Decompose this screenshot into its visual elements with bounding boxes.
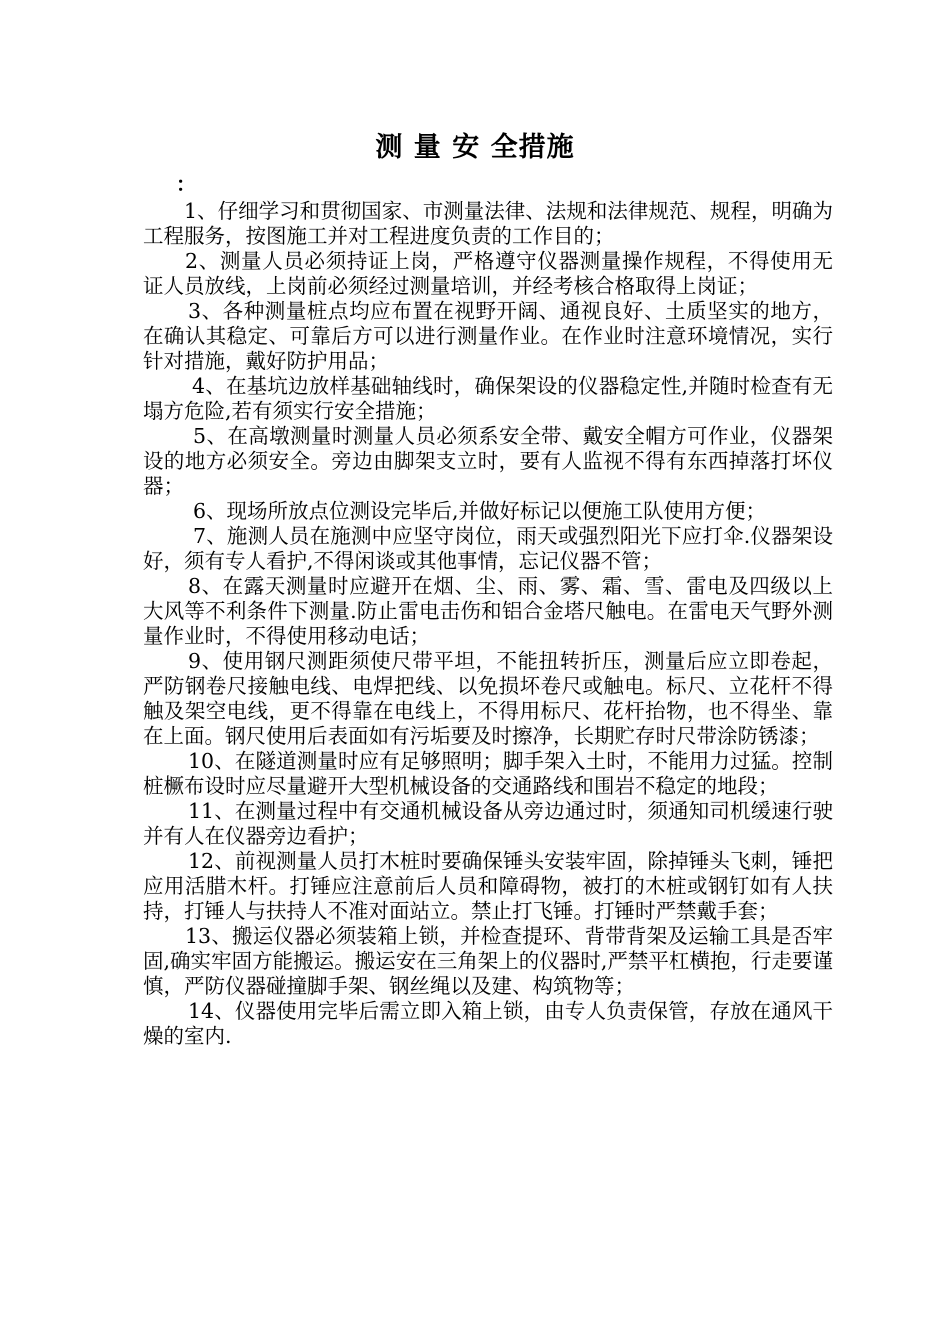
- paragraph-12: 12、前视测量人员打木桩时要确保锤头安装牢固，除掉锤头飞刺，锤把应用活腊木杆。打锤应注意前后人员和障碍物，被打的木桩或钢钉如有人扶持，打锤人与扶持人不准对面站立。禁止打飞锤。打锤时严禁戴手套；: [143, 849, 833, 923]
- intro-colon: ：: [176, 172, 196, 196]
- page-title: 测 量 安 全措施: [375, 132, 575, 163]
- paragraph-14: 14、仪器使用完毕后需立即入箱上锁，由专人负责保管，存放在通风干燥的室内.: [143, 999, 833, 1048]
- paragraph-5: 5、在高墩测量时测量人员必须系安全带、戴安全帽方可作业，仪器架设的地方必须安全。旁边由脚架支立时，要有人监视不得有东西掉落打坏仪器；: [143, 424, 833, 498]
- paragraph-11: 11、在测量过程中有交通机械设备从旁边通过时，须通知司机缓速行驶并有人在仪器旁边看护；: [143, 799, 833, 848]
- paragraph-6: 6、现场所放点位测设完毕后,并做好标记以便施工队使用方便；: [193, 499, 767, 523]
- document-body: [143, 199, 833, 1049]
- paragraph-10: 10、在隧道测量时应有足够照明；脚手架入土时，不能用力过猛。控制桩橛布设时应尽量避开大型机械设备的交通路线和围岩不稳定的地段；: [143, 749, 833, 798]
- paragraph-2: 2、测量人员必须持证上岗，严格遵守仪器测量操作规程，不得使用无证人员放线，上岗前必须经过测量培训，并经考核合格取得上岗证；: [143, 249, 833, 298]
- paragraph-1: 1、仔细学习和贯彻国家、市测量法律、法规和法律规范、规程，明确为工程服务，按图施工并对工程进度负责的工作目的；: [143, 199, 833, 248]
- paragraph-9: 9、使用钢尺测距须使尺带平坦，不能扭转折压，测量后应立即卷起，严防钢卷尺接触电线、电焊把线、以免损坏卷尺或触电。标尺、立花杆不得触及架空电线，更不得靠在电线上，不得用标尺、花杆抬物，也不得坐、靠在上面。钢尺使用后表面如有污垢要及时擦净，长期贮存时尺带涂防锈漆；: [143, 649, 833, 748]
- paragraph-4: 4、在基坑边放样基础轴线时，确保架设的仪器稳定性,并随时检查有无塌方危险,若有须实行安全措施；: [143, 374, 833, 423]
- paragraph-3: 3、各种测量桩点均应布置在视野开阔、通视良好、土质坚实的地方，在确认其稳定、可靠后方可以进行测量作业。在作业时注意环境情况，实行针对措施，戴好防护用品；: [143, 299, 833, 373]
- paragraph-13: 13、搬运仪器必须装箱上锁，并检查提环、背带背架及运输工具是否牢固,确实牢固方能搬运。搬运安在三角架上的仪器时,严禁平杠横抱，行走要谨慎，严防仪器碰撞脚手架、钢丝绳以及建、构筑物等；: [143, 924, 833, 998]
- paragraph-8: 8、在露天测量时应避开在烟、尘、雨、雾、霜、雪、雷电及四级以上大风等不利条件下测量.防止雷电击伤和铝合金塔尺触电。在雷电天气野外测量作业时，不得使用移动电话；: [143, 574, 833, 648]
- paragraph-7: 7、施测人员在施测中应坚守岗位，雨天或强烈阳光下应打伞.仪器架设好，须有专人看护,不得闲谈或其他事情，忘记仪器不管；: [143, 524, 833, 573]
